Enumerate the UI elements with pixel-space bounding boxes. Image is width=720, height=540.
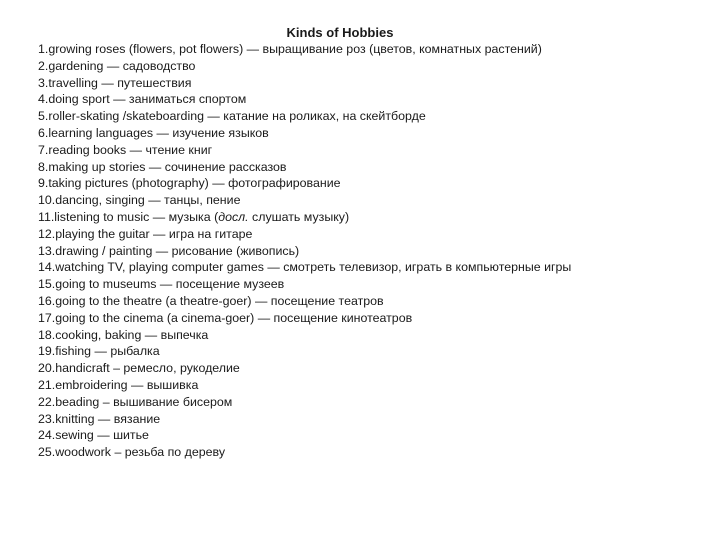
list-item: 21.embroidering — вышивка bbox=[38, 377, 199, 392]
list-item-text: слушать музыку) bbox=[248, 209, 350, 224]
list-item: 10.dancing, singing — танцы, пение bbox=[38, 193, 241, 208]
list-item bbox=[38, 209, 638, 226]
list-item: 6.learning languages — изучение языков bbox=[38, 125, 269, 140]
list-item: 4.doing sport — заниматься спортом bbox=[38, 92, 247, 107]
list-item-italic-note: досл. bbox=[218, 209, 249, 224]
list-item: 16.going to the theatre (a theatre-goer) — посещение театров bbox=[38, 293, 384, 308]
list-item: 23.knitting — вязание bbox=[38, 411, 161, 426]
list-item: 17.going to the cinema (a cinema-goer) — посещение кинотеатров bbox=[38, 310, 413, 325]
list-item: 8.making up stories — сочинение рассказов bbox=[38, 159, 287, 174]
list-item: 18.cooking, baking — выпечка bbox=[38, 327, 209, 342]
list-item: 24.sewing — шитье bbox=[38, 428, 149, 443]
list-item: 7.reading books — чтение книг bbox=[38, 142, 213, 157]
list-item: 1.growing roses (flowers, pot flowers) — выращивание роз (цветов, комнатных растений) bbox=[38, 42, 542, 56]
list-item: 14.watching TV, playing computer games — смотреть телевизор, играть в компьютерные игры bbox=[38, 260, 572, 275]
list-item: 20.handicraft – ремесло, рукоделие bbox=[38, 361, 240, 376]
list-item: 3.travelling — путешествия bbox=[38, 75, 192, 90]
list-item: 22.beading – вышивание бисером bbox=[38, 394, 233, 409]
document-title bbox=[0, 24, 680, 41]
title-text: Kinds of Hobbies bbox=[286, 25, 394, 40]
list-item: 12.playing the guitar — игра на гитаре bbox=[38, 226, 253, 241]
list-item: 9.taking pictures (photography) — фотографирование bbox=[38, 176, 341, 191]
list-item: 25.woodwork – резьба по дереву bbox=[38, 445, 226, 460]
list-item: 2.gardening — садоводство bbox=[38, 58, 196, 73]
list-item: 15.going to museums — посещение музеев bbox=[38, 277, 285, 292]
hobbies-list bbox=[38, 41, 638, 461]
list-item: 19.fishing — рыбалка bbox=[38, 344, 160, 359]
list-item-text: 11.listening to music — музыка ( bbox=[38, 209, 219, 224]
list-item: 5.roller-skating /skateboarding — катание на роликах, на скейтборде bbox=[38, 109, 426, 124]
list-item: 13.drawing / painting — рисование (живопись) bbox=[38, 243, 300, 258]
